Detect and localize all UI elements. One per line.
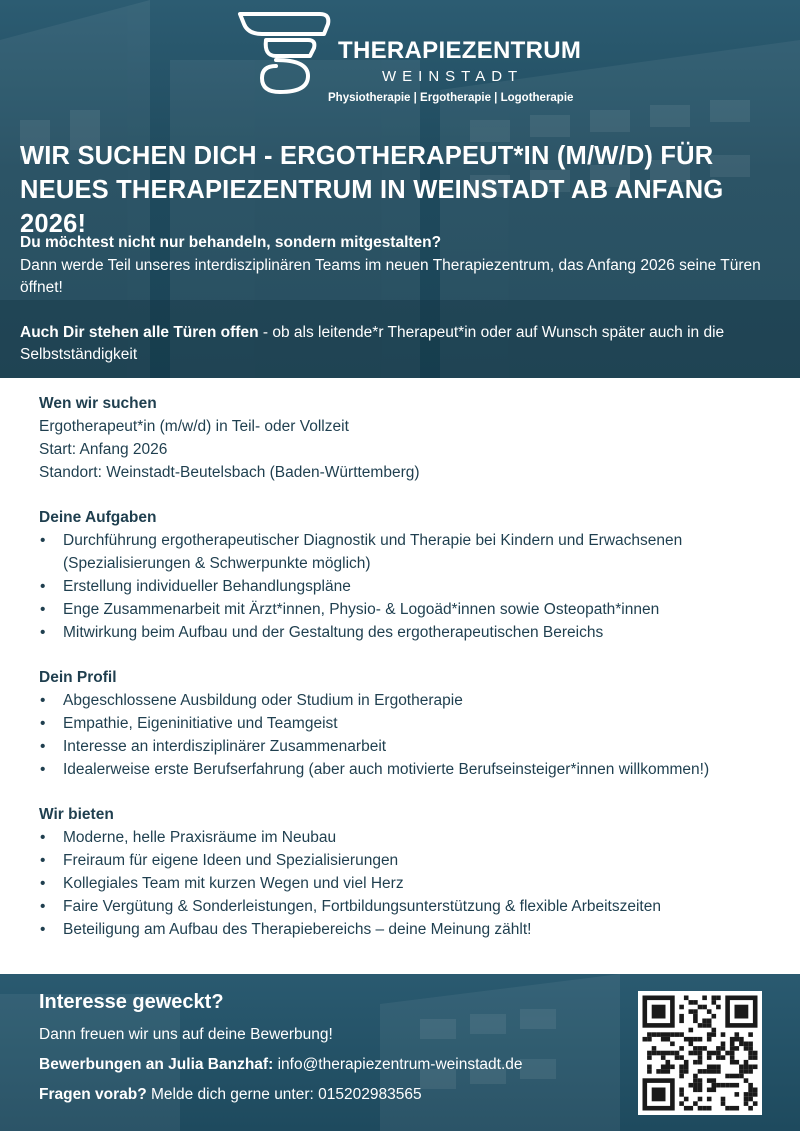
apply-line [39, 1054, 523, 1076]
questions-line [39, 1084, 523, 1106]
start-value: Anfang 2026 [76, 441, 168, 458]
start-label: Start: [39, 441, 77, 458]
list-item: • Idealerweise erste Berufserfahrung (aber auch motivierte Berufseinsteiger*innen willkommen!) [39, 758, 759, 781]
list-item: • Erstellung individueller Behandlungspläne [39, 575, 759, 598]
list-item: • Interesse an interdisziplinärer Zusammenarbeit [39, 735, 759, 758]
list-item: • Moderne, helle Praxisräume im Neubau [39, 826, 759, 849]
footer-invite: Dann freuen wir uns auf deine Bewerbung! [39, 1026, 333, 1043]
job-details [39, 392, 759, 941]
job-headline: WIR SUCHEN DICH - ERGOTHERAPEUT*IN (M/W/D) FÜR NEUES THERAPIEZENTRUM IN WEINSTADT AB ANFANG 2026! [20, 142, 724, 238]
footer-title: Interesse geweckt? [39, 991, 224, 1013]
list-item: • Kollegiales Team mit kurzen Wegen und viel Herz [39, 872, 759, 895]
location-value: : Weinstadt-Beutelsbach (Baden-Württemberg) [97, 464, 420, 481]
questions-label: Fragen vorab? [39, 1086, 147, 1103]
phone-number[interactable]: Melde dich gerne unter: 015202983565 [146, 1086, 422, 1103]
offer-text: - ob als leitende*r Therapeut*in oder auf Wunsch später auch in die Selbstständigkeit [20, 323, 725, 363]
logo [236, 10, 582, 104]
apply-email-link[interactable]: info@therapiezentrum-weinstadt.de [273, 1056, 523, 1073]
start-line [39, 438, 759, 461]
list-item: • Freiraum für eigene Ideen und Spezialisierungen [39, 849, 759, 872]
therapiezentrum-logo-mark-icon [236, 10, 336, 96]
list-item: • Beteiligung am Aufbau des Therapiebereichs – deine Meinung zählt! [39, 918, 759, 941]
section-title-profile: Dein Profil [39, 669, 117, 686]
role-line [39, 415, 759, 438]
role-label: Ergotherapeut*in (m/w/d) [39, 418, 212, 435]
offer-bold: Auch Dir stehen alle Türen offen [20, 323, 259, 341]
list-item: • Faire Vergütung & Sonderleistungen, Fortbildungsunterstützung & flexible Arbeitszeiten [39, 895, 759, 918]
contact-footer [0, 974, 800, 1131]
section-profile [39, 666, 759, 781]
intro-bold: Du möchtest nicht nur behandeln, sondern mitgestalten? [20, 234, 442, 251]
brand-services: Physiotherapie | Ergotherapie | Logotherapie [328, 92, 574, 104]
list-item: • Mitwirkung beim Aufbau und der Gestaltung des ergotherapeutischen Bereichs [39, 621, 759, 644]
intro-text [20, 232, 780, 367]
profile-list [39, 689, 759, 781]
list-item: • Enge Zusammenarbeit mit Ärzt*innen, Physio- & Logoäd*innen sowie Osteopath*innen [39, 598, 759, 621]
offer-paragraph [20, 322, 780, 367]
contact-text [39, 988, 523, 1106]
location-line [39, 461, 759, 484]
section-title-offer: Wir bieten [39, 806, 114, 823]
list-item: • Abgeschlossene Ausbildung oder Studium in Ergotherapie [39, 689, 759, 712]
section-who [39, 392, 759, 484]
section-title-who: Wen wir suchen [39, 395, 157, 412]
section-tasks [39, 506, 759, 644]
qr-code-icon[interactable] [638, 991, 762, 1115]
offer-list [39, 826, 759, 941]
header-banner [0, 0, 800, 378]
role-value: in Teil- oder Vollzeit [211, 418, 349, 435]
brand-name: THERAPIEZENTRUM [338, 37, 582, 64]
intro-body: Dann werde Teil unseres interdisziplinären Teams im neuen Therapiezentrum, das Anfang 2026 seine Türen öffnet! [20, 256, 761, 296]
apply-label: Bewerbungen an Julia Banzhaf: [39, 1056, 274, 1073]
brand-city: WEINSTADT [382, 68, 524, 85]
tasks-list [39, 529, 759, 644]
list-item: • Durchführung ergotherapeutischer Diagnostik und Therapie bei Kindern und Erwachsenen (Spezialisierungen & Schwerpunkte möglich) [39, 529, 759, 575]
section-offer [39, 803, 759, 941]
location-label: Standort [39, 464, 98, 481]
list-item: • Empathie, Eigeninitiative und Teamgeist [39, 712, 759, 735]
section-title-tasks: Deine Aufgaben [39, 509, 157, 526]
